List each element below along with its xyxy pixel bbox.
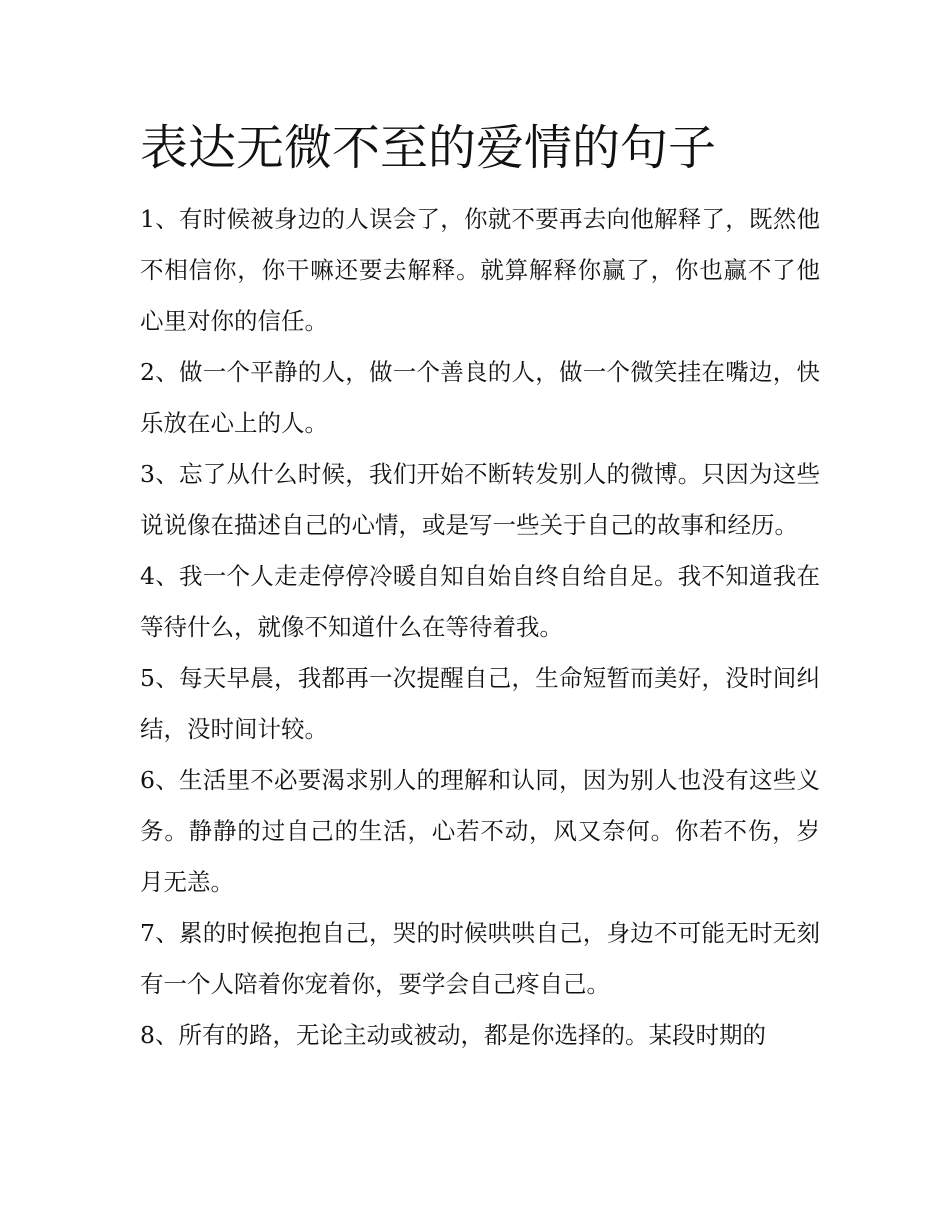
paragraph-6: 6、生活里不必要渴求别人的理解和认同，因为别人也没有这些义务。静静的过自己的生活，心若不动，风又奈何。你若不伤，岁月无恙。 <box>140 766 820 896</box>
paragraph-4: 4、我一个人走走停停冷暖自知自始自终自给自足。我不知道我在等待什么，就像不知道什么在等待着我。 <box>140 562 820 641</box>
document-title: 表达无微不至的爱情的句子 <box>140 120 717 176</box>
paragraph-3: 3、忘了从什么时候，我们开始不断转发别人的微博。只因为这些说说像在描述自己的心情，或是写一些关于自己的故事和经历。 <box>140 460 820 539</box>
paragraph-8: 8、所有的路，无论主动或被动，都是你选择的。某段时期的 <box>140 1021 766 1049</box>
paragraph-7: 7、累的时候抱抱自己，哭的时候哄哄自己，身边不可能无时无刻有一个人陪着你宠着你，要学会自己疼自己。 <box>140 919 820 998</box>
paragraph-1: 1、有时候被身边的人误会了，你就不要再去向他解释了，既然他不相信你，你干嘛还要去解释。就算解释你赢了，你也赢不了他心里对你的信任。 <box>140 205 820 335</box>
paragraph-5: 5、每天早晨，我都再一次提醒自己，生命短暂而美好，没时间纠结，没时间计较。 <box>140 664 820 743</box>
paragraph-2: 2、做一个平静的人，做一个善良的人，做一个微笑挂在嘴边，快乐放在心上的人。 <box>140 358 820 437</box>
document-page <box>140 112 820 1061</box>
